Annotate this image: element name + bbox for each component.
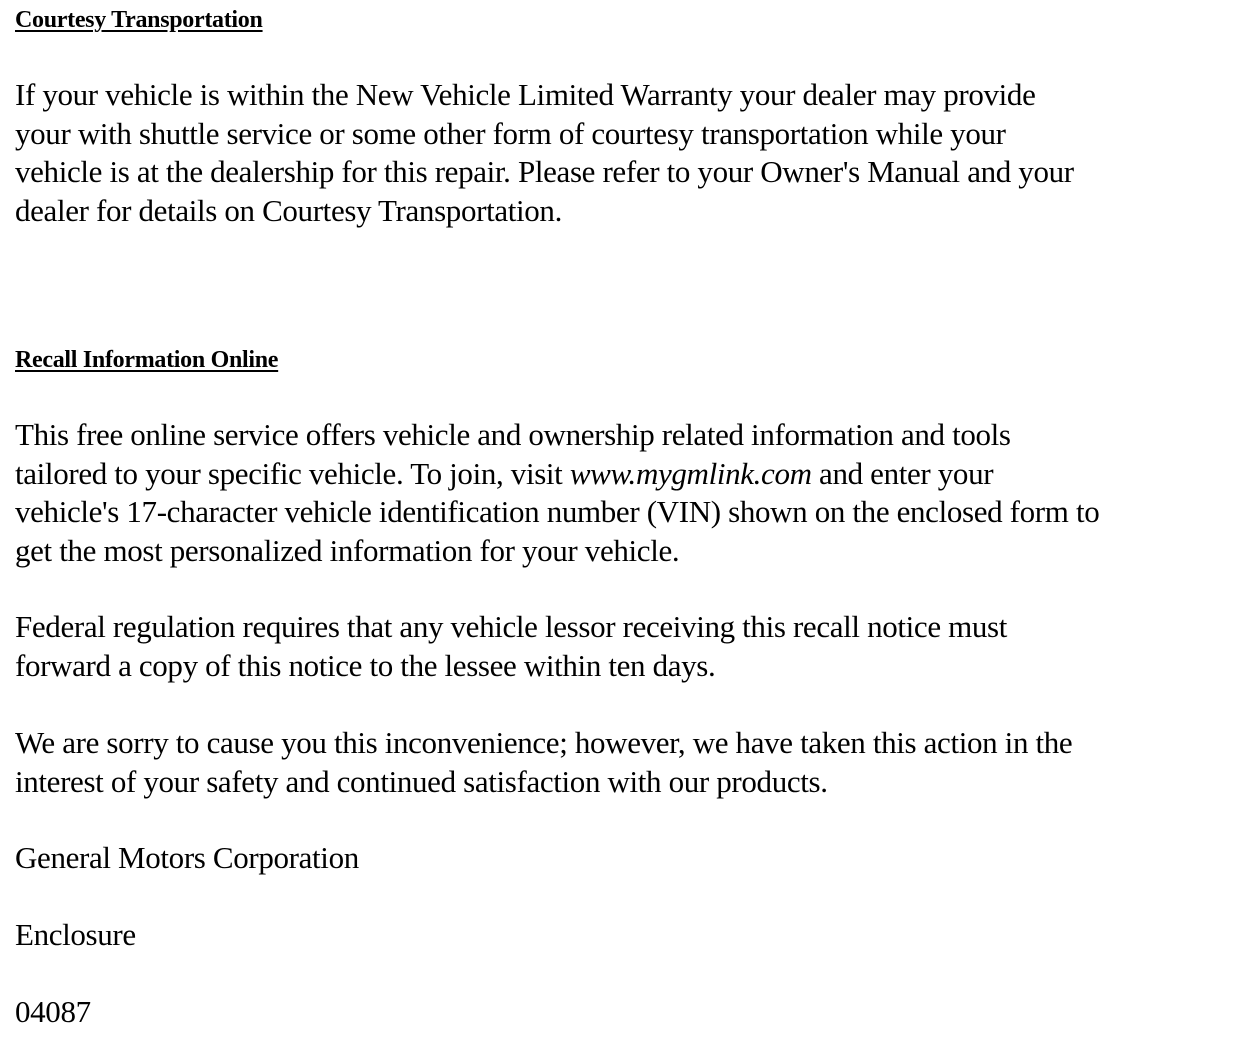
recall-information-online-heading: Recall Information Online bbox=[15, 347, 279, 373]
courtesy-transportation-heading: Courtesy Transportation bbox=[15, 7, 263, 33]
paragraph-line: This free online service offers vehicle and ownership related information and tools bbox=[15, 417, 1011, 452]
paragraph-line: dealer for details on Courtesy Transportation. bbox=[15, 192, 562, 228]
paragraph-line bbox=[15, 455, 1099, 494]
line-text: tailored to your specific vehicle. To join, visit bbox=[15, 455, 570, 491]
paragraph-line: get the most personalized information for your vehicle. bbox=[15, 532, 680, 568]
paragraph-line: vehicle's 17-character vehicle identification number (VIN) shown on the enclosed form to bbox=[15, 494, 1100, 529]
online-service-paragraph bbox=[15, 416, 1099, 570]
courtesy-transportation-paragraph bbox=[15, 76, 1074, 230]
mygmlink-url: www.mygmlink.com bbox=[569, 455, 812, 491]
paragraph-line: your with shuttle service or some other form of courtesy transportation while your bbox=[15, 115, 1006, 151]
paragraph-line: vehicle is at the dealership for this repair. Please refer to your Owner's Manual and your bbox=[15, 154, 1074, 189]
apology-paragraph bbox=[15, 724, 1072, 801]
line-text: and enter your bbox=[811, 455, 994, 491]
lessor-notice-paragraph bbox=[15, 608, 1007, 685]
paragraph-line: Federal regulation requires that any vehicle lessor receiving this recall notice must bbox=[15, 609, 1008, 644]
paragraph-line: interest of your safety and continued satisfaction with our products. bbox=[15, 763, 828, 799]
paragraph-line: If your vehicle is within the New Vehicle Limited Warranty your dealer may provide bbox=[15, 77, 1036, 112]
enclosure-label: Enclosure bbox=[15, 917, 136, 952]
signature: General Motors Corporation bbox=[15, 840, 359, 875]
paragraph-line: We are sorry to cause you this inconvenience; however, we have taken this action in the bbox=[15, 725, 1073, 760]
paragraph-line: forward a copy of this notice to the lessee within ten days. bbox=[15, 647, 716, 683]
document-code: 04087 bbox=[15, 994, 91, 1029]
